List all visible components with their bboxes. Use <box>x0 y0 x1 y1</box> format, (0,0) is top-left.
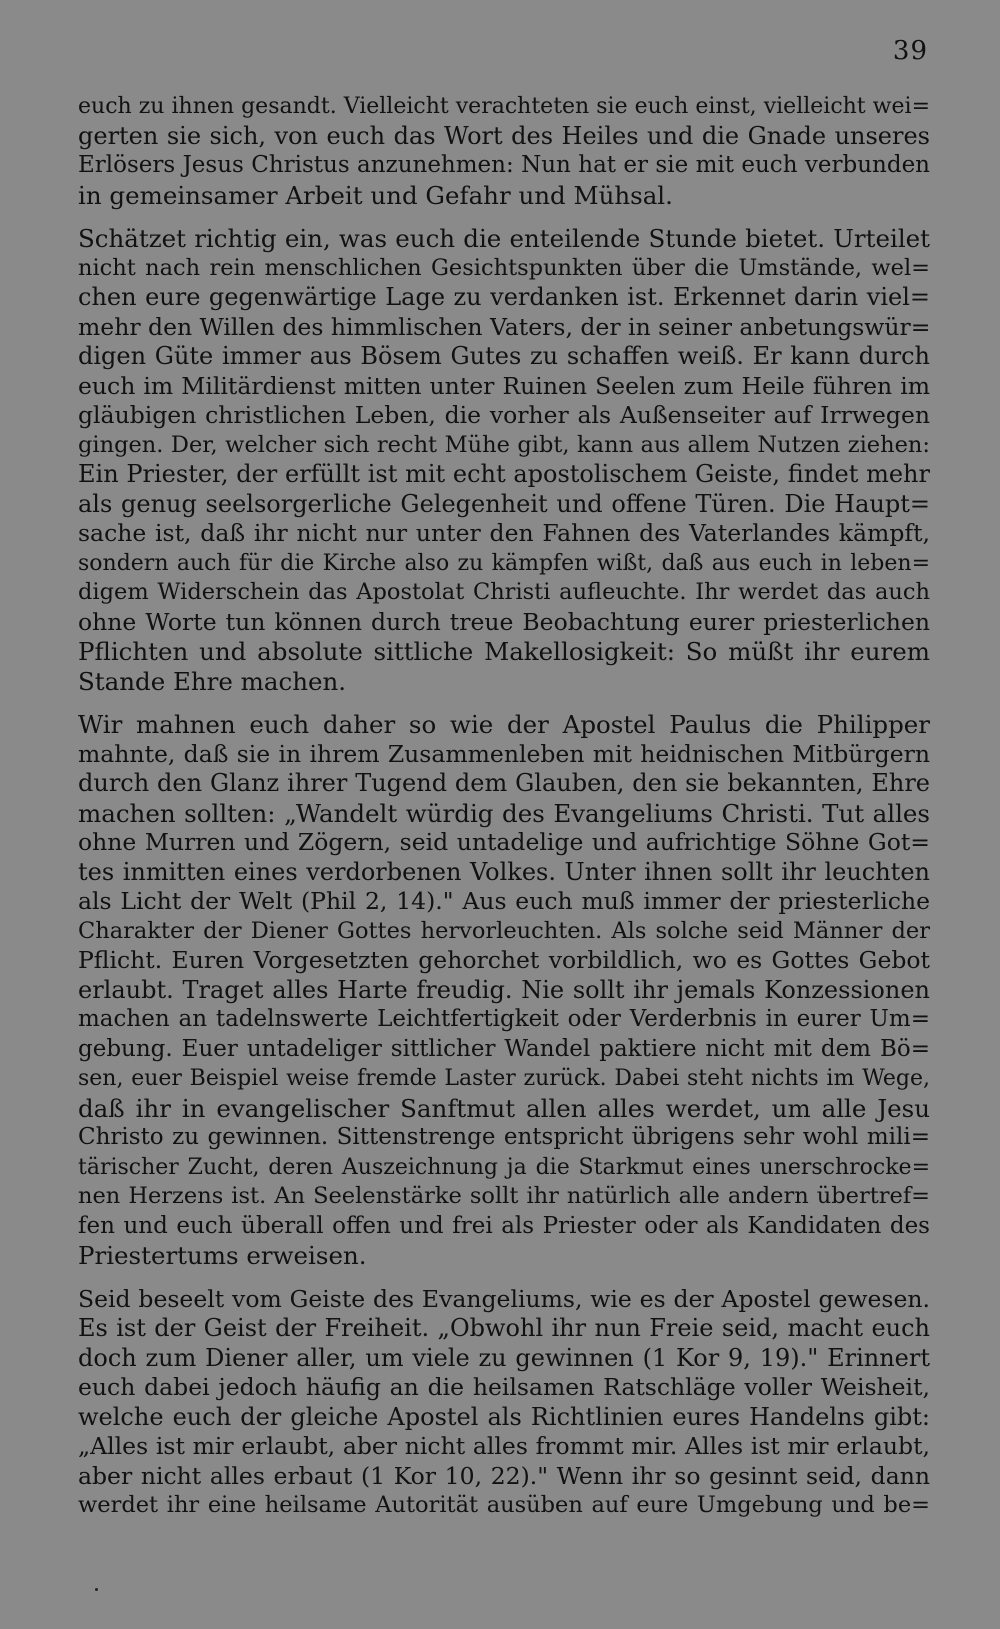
text-line: aber nicht alles erbaut (1 Kor 10, 22)." Wenn ihr so gesinnt seid, dann <box>78 1461 930 1490</box>
text-line: mahnte, daß sie in ihrem Zusammenleben mit heidnischen Mitbürgern <box>78 739 930 768</box>
text-line: Seid beseelt vom Geiste des Evangeliums, wie es der Apostel gewesen. <box>78 1284 930 1313</box>
text-line: fen und euch überall offen und frei als Priester oder als Kandidaten des <box>78 1212 930 1239</box>
text-line: Pflichten und absolute sittliche Makellosigkeit: So müßt ihr eurem <box>78 637 930 666</box>
text-line: chen eure gegenwärtige Lage zu verdanken ist. Erkennet darin viel= <box>78 283 930 311</box>
text-line: „Alles ist mir erlaubt, aber nicht alles frommt mir. Alles ist mir erlaubt, <box>78 1432 930 1460</box>
text-line: gerten sie sich, von euch das Wort des Heiles und die Gnade unseres <box>78 121 930 150</box>
text-line: ohne Worte tun können durch treue Beobachtung eurer priesterlichen <box>78 607 930 636</box>
text-line: tes inmitten eines verdorbenen Volkes. Unter ihnen sollt ihr leuchten <box>78 857 930 886</box>
text-line: Ein Priester, der erfüllt ist mit echt apostolischem Geiste, findet mehr <box>78 460 930 488</box>
text-line: gebung. Euer untadeliger sittlicher Wandel paktiere nicht mit dem Bö= <box>78 1035 930 1062</box>
text-line: Wir mahnen euch daher so wie der Apostel Paulus die Philipper <box>78 710 930 739</box>
text-line: als Licht der Welt (Phil 2, 14)." Aus euch muß immer der priesterliche <box>78 887 930 915</box>
text-line: digen Güte immer aus Bösem Gutes zu schaffen weiß. Er kann durch <box>78 342 930 370</box>
text-line: sache ist, daß ihr nicht nur unter den Fahnen des Vaterlandes kämpft, <box>78 519 930 547</box>
text-line: gläubigen christlichen Leben, die vorher als Außenseiter auf Irrwegen <box>78 401 930 429</box>
paragraph <box>78 224 930 696</box>
text-line: gingen. Der, welcher sich recht Mühe gibt, kann aus allem Nutzen ziehen: <box>78 431 930 458</box>
text-line: Pflicht. Euren Vorgesetzten gehorchet vorbildlich, wo es Gottes Gebot <box>78 946 930 974</box>
text-line: Stande Ehre machen. <box>78 666 347 696</box>
text-line: tärischer Zucht, deren Auszeichnung ja die Starkmut eines unerschrocke= <box>78 1154 930 1180</box>
text-line: sen, euer Beispiel weise fremde Laster zurück. Dabei steht nichts im Wege, <box>78 1066 930 1091</box>
text-line: werdet ihr eine heilsame Autorität ausüben auf eure Umgebung und be= <box>78 1492 930 1518</box>
text-line: in gemeinsamer Arbeit und Gefahr und Mühsal. <box>78 180 673 210</box>
text-line: euch im Militärdienst mitten unter Ruinen Seelen zum Heile führen im <box>78 371 930 400</box>
text-line: als genug seelsorgerliche Gelegenheit und offene Türen. Die Haupt= <box>78 489 930 518</box>
text-line: nicht nach rein menschlichen Gesichtspunkten über die Umstände, wel= <box>78 254 930 281</box>
text-line: Priestertums erweisen. <box>78 1241 367 1270</box>
text-line: Schätzet richtig ein, was euch die enteilende Stunde bietet. Urteilet <box>78 224 930 253</box>
text-line: welche euch der gleiche Apostel als Richtlinien eures Handelns gibt: <box>78 1402 930 1431</box>
text-line: durch den Glanz ihrer Tugend dem Glauben, den sie bekannten, Ehre <box>78 769 930 797</box>
text-line: euch zu ihnen gesandt. Vielleicht verachteten sie euch einst, vielleicht wei= <box>78 94 930 119</box>
text-line: Es ist der Geist der Freiheit. „Obwohl ihr nun Freie seid, macht euch <box>78 1314 930 1342</box>
text-line: Charakter der Diener Gottes hervorleuchten. Als solche seid Männer der <box>78 917 930 944</box>
ink-speck <box>95 1588 98 1591</box>
text-line: ohne Murren und Zögern, seid untadelige und aufrichtige Söhne Got= <box>78 828 930 856</box>
text-line: sondern auch für die Kirche also zu kämpfen wißt, daß aus euch in leben= <box>78 550 930 576</box>
text-line: Christo zu gewinnen. Sittenstrenge entspricht übrigens sehr wohl mili= <box>78 1124 930 1150</box>
text-line: euch dabei jedoch häufig an die heilsamen Ratschläge voller Weisheit, <box>78 1373 930 1401</box>
paragraph <box>78 1285 930 1521</box>
text-line: machen sollten: „Wandelt würdig des Evangeliums Christi. Tut alles <box>78 798 930 828</box>
paragraph <box>78 710 930 1271</box>
text-line: erlaubt. Traget alles Harte freudig. Nie sollt ihr jemals Konzessionen <box>78 975 930 1004</box>
text-line: mehr den Willen des himmlischen Vaters, der in seiner anbetungswür= <box>78 312 931 341</box>
text-line: nen Herzens ist. An Seelenstärke sollt ihr natürlich alle andern übertref= <box>78 1183 930 1209</box>
text-line: digem Widerschein das Apostolat Christi aufleuchte. Ihr werdet das auch <box>78 579 930 605</box>
text-line: machen an tadelnswerte Leichtfertigkeit oder Verderbnis in eurer Um= <box>78 1006 930 1032</box>
text-line: daß ihr in evangelischer Sanftmut allen alles werdet, um alle Jesu <box>78 1093 930 1123</box>
page-body-text <box>78 92 930 1535</box>
text-line: Erlösers Jesus Christus anzunehmen: Nun hat er sie mit euch verbunden <box>78 152 930 178</box>
text-line: doch zum Diener aller, um viele zu gewinnen (1 Kor 9, 19)." Erinnert <box>78 1343 930 1372</box>
paragraph <box>78 92 930 210</box>
page-number: 39 <box>892 36 928 66</box>
